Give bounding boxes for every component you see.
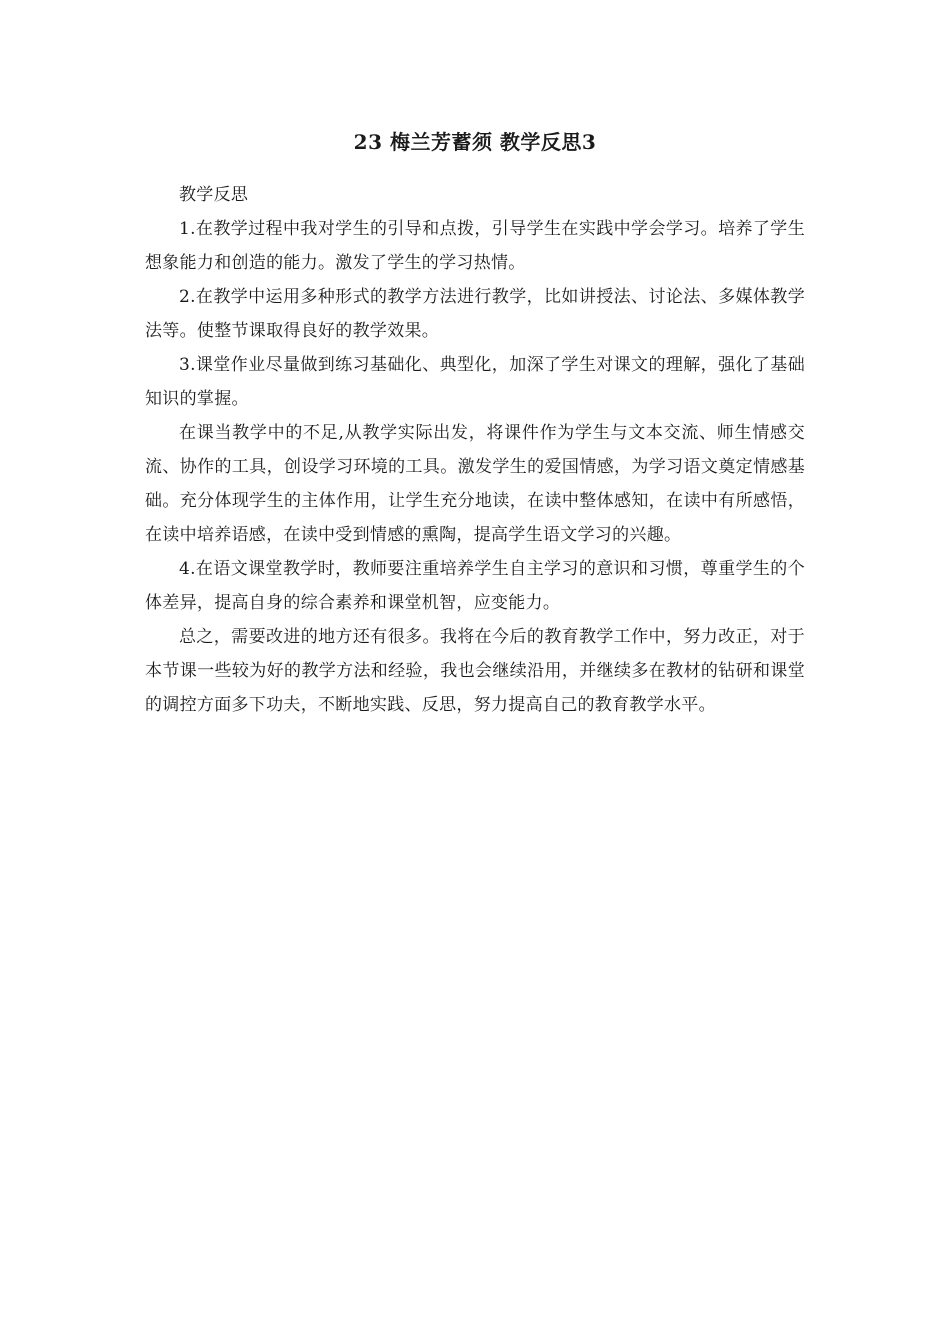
paragraph-2: 2.在教学中运用多种形式的教学方法进行教学，比如讲授法、讨论法、多媒体教学法等。使整节课取得良好的教学效果。: [145, 287, 805, 341]
document-title: 23 梅兰芳蓄须 教学反思3: [353, 130, 597, 154]
document-page: [145, 126, 805, 722]
paragraph-conclusion: 总之，需要改进的地方还有很多。我将在今后的教育教学工作中，努力改正，对于本节课一些较为好的教学方法和经验，我也会继续沿用，并继续多在教材的钻研和课堂的调控方面多下功夫，不断地实践、反思，努力提高自己的教育教学水平。: [145, 627, 805, 715]
paragraph-1: 1.在教学过程中我对学生的引导和点拨，引导学生在实践中学会学习。培养了学生想象能力和创造的能力。激发了学生的学习热情。: [145, 219, 805, 273]
paragraph-3: 3.课堂作业尽量做到练习基础化、典型化，加深了学生对课文的理解，强化了基础知识的掌握。: [145, 355, 805, 409]
paragraph-4: 4.在语文课堂教学时，教师要注重培养学生自主学习的意识和习惯，尊重学生的个体差异，提高自身的综合素养和课堂机智，应变能力。: [145, 559, 805, 613]
section-heading: 教学反思: [179, 185, 249, 205]
paragraph-shortcomings: 在课当教学中的不足,从教学实际出发，将课件作为学生与文本交流、师生情感交流、协作的工具，创设学习环境的工具。激发学生的爱国情感，为学习语文奠定情感基础。充分体现学生的主体作用，让学生充分地读，在读中整体感知，在读中有所感悟，在读中培养语感，在读中受到情感的熏陶，提高学生语文学习的兴趣。: [145, 423, 805, 545]
